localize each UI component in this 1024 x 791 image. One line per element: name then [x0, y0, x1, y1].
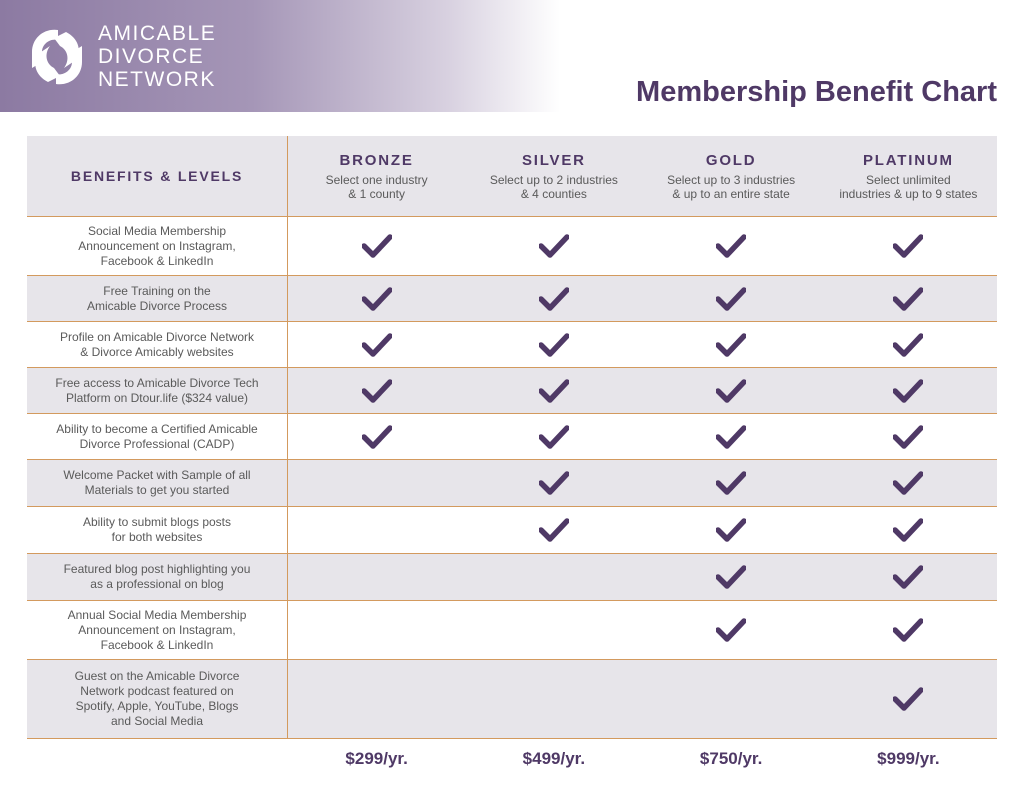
benefit-label-line: Materials to get you started	[84, 483, 230, 497]
check-cell-gold	[643, 507, 820, 553]
benefit-label-line: and Social Media	[110, 714, 204, 728]
check-cell-gold	[643, 368, 820, 413]
level-header-silver	[465, 136, 642, 216]
price-row	[27, 739, 997, 779]
check-icon	[362, 287, 392, 311]
benefit-cell	[27, 414, 288, 459]
check-cell-bronze	[288, 414, 465, 459]
table-row	[27, 322, 997, 368]
check-cell-gold	[643, 660, 820, 738]
check-icon	[893, 687, 923, 711]
table-row	[27, 554, 997, 601]
price-platinum: $999/yr.	[877, 749, 940, 768]
check-cell-bronze	[288, 368, 465, 413]
check-cell-platinum	[820, 217, 997, 275]
price-gold: $750/yr.	[699, 749, 763, 768]
check-cell-platinum	[820, 368, 997, 413]
check-icon	[893, 471, 923, 495]
table-header-row	[27, 136, 997, 217]
check-icon	[716, 471, 746, 495]
benefit-label-line: Annual Social Media Membership	[67, 607, 247, 622]
level-desc-line-2: & 1 county	[348, 187, 405, 201]
check-icon	[893, 565, 923, 589]
check-icon	[539, 287, 569, 311]
logo-line-2: DIVORCE	[98, 45, 205, 68]
benefit-label-line: Spotify, Apple, YouTube, Blogs	[75, 699, 239, 713]
check-cell-gold	[643, 322, 820, 367]
benefit-cell	[27, 601, 288, 659]
level-desc-line-1: Select one industry	[325, 173, 428, 187]
check-cell-bronze	[288, 554, 465, 600]
benefit-label-line: Platform on Dtour.life ($324 value)	[65, 390, 249, 405]
check-icon	[893, 379, 923, 403]
check-cell-silver	[465, 554, 642, 600]
logo-wordmark	[98, 22, 216, 91]
benefit-label-line: Amicable Divorce Process	[86, 298, 228, 313]
price-silver: $499/yr.	[522, 749, 586, 768]
benefit-label-line: Ability to submit blogs posts	[82, 515, 232, 529]
logo-line-1: AMICABLE	[98, 22, 217, 45]
benefit-cell	[27, 460, 288, 506]
check-cell-silver	[465, 276, 642, 321]
benefit-label	[67, 669, 248, 729]
level-header-gold	[643, 136, 820, 216]
benefit-label-line: Social Media Membership	[87, 223, 227, 238]
level-header-bronze	[288, 136, 465, 216]
check-cell-gold	[643, 276, 820, 321]
check-cell-platinum	[820, 322, 997, 367]
benefit-label-line: & Divorce Amicably websites	[80, 344, 234, 359]
check-cell-silver	[465, 368, 642, 413]
benefit-label-line: Guest on the Amicable Divorce	[74, 669, 240, 683]
benefit-label-line: Ability to become a Certified Amicable	[56, 421, 258, 436]
check-icon	[362, 425, 392, 449]
logo-line-3: NETWORK	[98, 68, 216, 91]
benefit-label-line: Divorce Professional (CADP)	[79, 436, 235, 451]
benefit-label	[70, 224, 243, 269]
check-cell-silver	[465, 217, 642, 275]
check-cell-silver	[465, 322, 642, 367]
level-header-platinum	[820, 136, 997, 216]
benefits-levels-label: BENEFITS & LEVELS	[70, 168, 244, 184]
benefit-cell	[27, 276, 288, 321]
benefit-label-line: Profile on Amicable Divorce Network	[59, 329, 255, 344]
benefit-label-line: for both websites	[111, 530, 203, 544]
check-icon	[893, 425, 923, 449]
check-cell-platinum	[820, 554, 997, 600]
check-cell-silver	[465, 414, 642, 459]
level-desc-line-2: industries & up to 9 states	[839, 187, 978, 201]
benefit-label-line: Free Training on the	[103, 283, 211, 298]
benefit-label-line: Announcement on Instagram,	[78, 622, 236, 637]
level-name: PLATINUM	[862, 152, 954, 169]
level-desc-line-2: & 4 counties	[520, 187, 587, 201]
check-icon	[539, 234, 569, 258]
benefit-label-line: Welcome Packet with Sample of all	[63, 468, 251, 482]
check-icon	[893, 618, 923, 642]
benefit-label	[48, 422, 265, 452]
level-name: BRONZE	[339, 152, 414, 169]
level-desc-line-1: Select up to 2 industries	[489, 173, 618, 187]
table-row	[27, 507, 997, 554]
check-icon	[716, 333, 746, 357]
benefit-cell	[27, 507, 288, 553]
check-cell-platinum	[820, 507, 997, 553]
level-name: GOLD	[705, 152, 757, 169]
check-cell-platinum	[820, 601, 997, 659]
check-cell-gold	[643, 601, 820, 659]
benefit-label-line: Network podcast featured on	[80, 684, 234, 698]
check-icon	[716, 287, 746, 311]
check-cell-platinum	[820, 414, 997, 459]
benefit-label-line: as a professional on blog	[90, 577, 224, 591]
check-cell-bronze	[288, 217, 465, 275]
table-row	[27, 660, 997, 739]
check-cell-silver	[465, 507, 642, 553]
table-row	[27, 368, 997, 414]
table-row	[27, 601, 997, 660]
price-row-spacer	[27, 739, 288, 779]
check-cell-bronze	[288, 601, 465, 659]
check-cell-gold	[643, 554, 820, 600]
benefit-cell	[27, 322, 288, 367]
benefit-label	[56, 562, 259, 592]
interlocking-s-logo-icon	[24, 24, 90, 90]
table-row	[27, 217, 997, 276]
table-row	[27, 460, 997, 507]
check-cell-bronze	[288, 276, 465, 321]
check-cell-bronze	[288, 322, 465, 367]
check-icon	[716, 518, 746, 542]
check-icon	[362, 333, 392, 357]
check-cell-gold	[643, 460, 820, 506]
check-cell-silver	[465, 460, 642, 506]
check-cell-platinum	[820, 660, 997, 738]
check-icon	[893, 234, 923, 258]
benefit-cell	[27, 368, 288, 413]
benefit-cell	[27, 554, 288, 600]
benefit-label	[52, 330, 262, 360]
table-row	[27, 414, 997, 460]
benefit-label	[75, 515, 239, 545]
check-icon	[539, 471, 569, 495]
benefit-label	[47, 376, 266, 406]
benefit-label-line: Facebook & LinkedIn	[100, 637, 214, 652]
benefit-label-line: Free access to Amicable Divorce Tech	[55, 375, 259, 390]
check-icon	[539, 379, 569, 403]
check-icon	[716, 618, 746, 642]
check-cell-silver	[465, 601, 642, 659]
check-cell-bronze	[288, 460, 465, 506]
benefit-label-line: Facebook & LinkedIn	[100, 253, 214, 268]
benefit-table	[27, 136, 997, 779]
benefit-label	[55, 468, 258, 498]
benefit-label-line: Announcement on Instagram,	[78, 238, 236, 253]
check-icon	[362, 234, 392, 258]
check-icon	[893, 333, 923, 357]
table-row	[27, 276, 997, 322]
check-icon	[716, 379, 746, 403]
benefit-label	[79, 284, 235, 314]
check-icon	[539, 333, 569, 357]
check-cell-gold	[643, 414, 820, 459]
benefit-cell	[27, 217, 288, 275]
benefit-cell	[27, 660, 288, 738]
benefit-label-line: Featured blog post highlighting you	[63, 562, 251, 576]
check-icon	[716, 425, 746, 449]
level-desc-line-1: Select unlimited	[866, 173, 951, 187]
level-desc-line-2: & up to an entire state	[672, 187, 790, 201]
check-cell-silver	[465, 660, 642, 738]
check-icon	[893, 287, 923, 311]
level-name: SILVER	[521, 152, 586, 169]
check-icon	[716, 234, 746, 258]
check-icon	[539, 425, 569, 449]
level-desc-line-1: Select up to 3 industries	[667, 173, 796, 187]
check-icon	[362, 379, 392, 403]
brand-logo[interactable]	[24, 22, 216, 91]
benefit-rows	[27, 217, 997, 739]
check-cell-platinum	[820, 276, 997, 321]
check-cell-platinum	[820, 460, 997, 506]
benefits-levels-header	[27, 136, 288, 216]
page-title: Membership Benefit Chart	[636, 76, 997, 108]
check-icon	[893, 518, 923, 542]
check-icon	[716, 565, 746, 589]
check-icon	[539, 518, 569, 542]
price-bronze: $299/yr.	[345, 749, 408, 768]
benefit-label	[60, 608, 255, 653]
check-cell-bronze	[288, 660, 465, 738]
check-cell-gold	[643, 217, 820, 275]
check-cell-bronze	[288, 507, 465, 553]
